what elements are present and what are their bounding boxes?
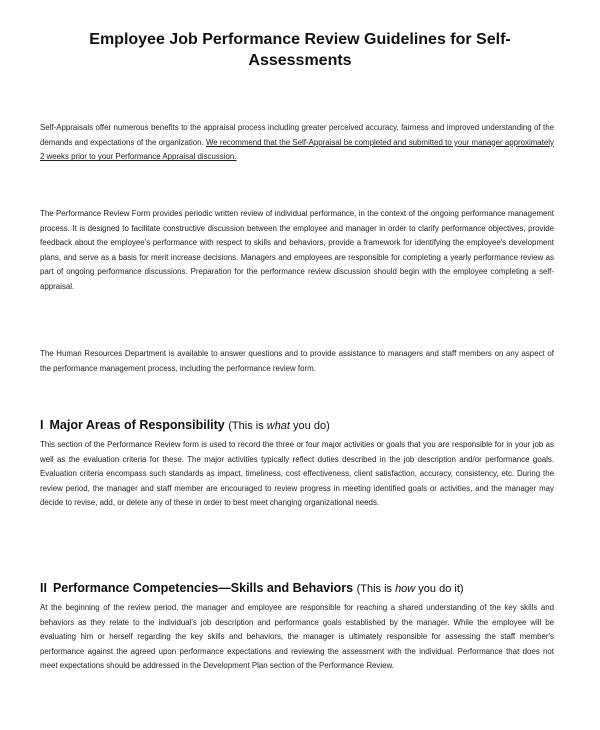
section-2-note-end: you do it) — [415, 583, 464, 595]
section-1-heading — [40, 417, 560, 434]
section-1-number: I — [40, 418, 44, 432]
hr-paragraph: The Human Resources Department is available to answer questions and to provide assistance to managers and staff members on any aspect of the performance management process, including the performance review form. — [40, 349, 554, 373]
intro-paragraph — [40, 121, 554, 165]
section-1-note-emphasis: what — [266, 420, 290, 432]
section-1-body: This section of the Performance Review form is used to record the three or four major activities or goals that you are responsible for in your job as well as the evaluation criteria for these. The major activities typically reflect duties described in the job description and/or performance goals. Evaluation criteria encompass such standards as impact, timeliness, cost effectiveness, client satisfaction, accuracy, consistency, etc. During the review period, the manager and staff member are encouraged to review progress in meeting identified goals or activities, and the manager may decide to revise, add, or delete any of these in order to best meet changing organizational needs. — [40, 440, 554, 508]
section-2-body: At the beginning of the review period, the manager and employee are responsible for reaching a shared understanding of the key skills and behaviors as they relate to the individual's job description and performance goals established by the manager. While the employee will be evaluating him or herself regarding the key skills and behaviors, the manager is ultimately responsible for assessing the staff member's performance against the agreed upon performance expectations and reviewing the assessment with the individual. Performance that does not meet expectations should be addressed in the Development Plan section of the Performance Review. — [40, 603, 554, 671]
section-1-note-end: you do) — [290, 420, 330, 432]
section-2-note-emphasis: how — [395, 583, 416, 595]
review-form-paragraph: The Performance Review Form provides periodic written review of individual performance, in the context of the ongoing performance management process. It is designed to facilitate constructive discussion between the employee and manager in order to clarify performance objectives, provide feedback about the employee's performance with respect to skills and behaviors, provide a framework for identifying the employee's development plans, and serve as a basis for merit increase decisions. Managers and employees are responsible for completing a yearly performance review as part of ongoing performance discussions. Preparation for the performance review discussion should begin with the employee completing a self-appraisal. — [40, 209, 554, 291]
section-2-heading — [40, 580, 560, 597]
section-2-note-start: (This is — [356, 583, 396, 595]
section-2-number: II — [40, 581, 47, 595]
intro-text: Self-Appraisals offer numerous benefits to the appraisal process including greater perceived accuracy, fairness and improved understanding of the demands and expectations of the organization. — [40, 123, 554, 147]
section-1-title: Major Areas of Responsibility — [49, 418, 225, 432]
section-1-note-start: (This is — [228, 420, 267, 432]
intro-recommendation: We recommend that the Self-Appraisal be completed and submitted to your manager approximately 2 weeks prior to your Performance Appraisal discussion. — [40, 137, 554, 162]
section-2-title: Performance Competencies—Skills and Behaviors — [52, 581, 354, 595]
section-2-note — [357, 583, 464, 595]
document-title: Employee Job Performance Review Guidelines for Self-Assessments — [89, 31, 511, 69]
section-1-note — [228, 420, 330, 432]
